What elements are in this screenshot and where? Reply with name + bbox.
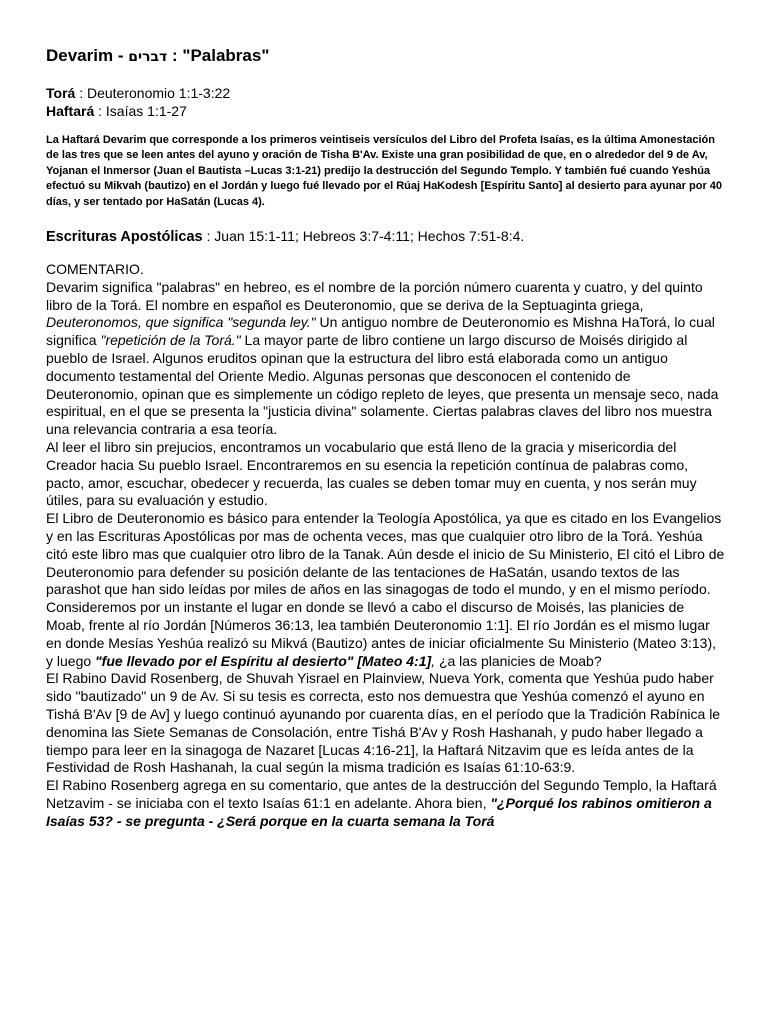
paragraph-2: Al leer el libro sin prejucios, encontramos un vocabulario que está lleno de la gracia y misericordia del Creador hacia Su pueblo Israel. Encontraremos en su esencia la repetición contínua de palabras como, pacto, amor, escuchar, obedecer y recuerda, las cuales se deben tomar muy en cuenta, y nos serán muy útiles, para su evaluación y estudio. [46,439,697,509]
p1-text-a: Devarim significa "palabras" en hebreo, es el nombre de la porción número cuarenta y cuatro, y del quinto libro de la Torá. El nombre en español es Deuteronomio, que se deriva de la Septuaginta griega, [46,278,703,313]
haftara-label: Haftará [46,103,95,119]
p6-quote: "¿Porqué los rabinos omitieron a Isaías 53? - se pregunta - ¿Será porque en la cuarta semana la Torá [46,794,712,829]
p4-text-a: Consideremos por un instante el lugar en donde se llevó a cabo el discurso de Moisés, las planicies de Moab, frente al río Jordán [Números 36:13, lea también Deuteronomio 1:1]. El río Jordán es el mismo lugar en donde Mesías Yeshúa realizó su Mikvá (Bautizo) antes de iniciar oficialmente Su Ministerio (Mateo 3:13), y luego [46,599,717,669]
tora-reading [46,84,726,102]
title-hebrew: דברים [128,49,168,65]
intro-paragraph: La Haftará Devarim que corresponde a los primeros veintiseis versículos del Libro del Profeta Isaías, es la última Amonestación de las tres que se leen antes del ayuno y oración de Tisha B'Av. Existe una gran posibilidad de que, en o alrededor del 9 de Av, Yojanan el Inmersor (Juan el Bautista –Lucas 3:1-21) predijo la destrucción del Segundo Templo. Y también fué cuando Yeshúa efectuó su Mikvah (bautizo) en el Jordán y luego fué llevado por el Rúaj HaKodesh [Espíritu Santo] al desierto para ayunar por 40 días, y ser tentado por HaSatán (Lucas 4). [46,134,723,208]
comentario-heading: COMENTARIO. [46,261,144,278]
p1-text-c: Un antiguo nombre de Deuteronomio es Mishna HaTorá, lo cual significa [46,314,715,349]
paragraph-3: El Libro de Deuteronomio es básico para entender la Teología Apostólica, ya que es citado en los Evangelios y en las Escrituras Apostólicas por mas de ochenta veces, mas que cualquier otro libro de la Torá. Yeshúa citó este libro mas que cualquier otro libro de la Tanak. Aún desde el inicio de Su Ministerio, El citó el Libro de Deuteronomio para defender su posición delante de las tentaciones de HaSatán, usando textos de las parashot que han sido leídas por miles de años en las sinagogas de todo el mundo, y en el mismo período. [46,510,725,598]
p1-italic-d: "repetición de la Torá." [100,332,241,349]
p4-quote: "fue llevado por el Espíritu al desierto" [Mateo 4:1] [95,652,432,669]
haftara-reading [46,102,726,120]
comentario-section [46,261,726,439]
p1-italic-b: Deuteronomos, que significa "segunda ley." [46,314,316,331]
apostolic-label: Escrituras Apostólicas [46,229,203,246]
document-page [46,44,726,831]
paragraph-6 [46,777,726,830]
apostolic-reading [46,227,726,246]
title-right: : "Palabras" [167,46,270,65]
paragraph-4 [46,599,726,670]
paragraph-1 [46,279,726,439]
p4-text-d: ¿a las planicies de Moab? [438,652,602,669]
title-left: Devarim - [46,46,129,65]
haftara-value: : Isaías 1:1-27 [94,103,187,119]
p1-text-e: La mayor parte de libro contiene un largo discurso de Moisés dirigido al pueblo de Israel. Algunos eruditos opinan que la estructura del libro está elaborada como un antiguo documento testamental del Oriente Medio. Algunas personas que desconocen el contenido de Deuteronomio, opinan que es simplemente un código repleto de leyes, que presenta un mensaje seco, nada espiritual, en el que se presenta la "justicia divina" solamente. Ciertas palabras claves del libro nos muestra una relevancia contraria a esa teoría. [46,332,719,438]
tora-value: : Deuteronomio 1:1-3:22 [75,85,231,101]
readings-block [46,84,726,120]
paragraph-5: El Rabino David Rosenberg, de Shuvah Yisrael en Plainview, Nueva York, comenta que Yeshúa pudo haber sido "bautizado" un 9 de Av. Si su tesis es correcta, esto nos demuestra que Yeshúa comenzó el ayuno en Tishá B'Av [9 de Av] y luego continuó ayunando por cuarenta días, en el período que la Tradición Rabínica le denomina las Siete Semanas de Consolación, entre Tishá B'Av y Rosh Hashanah, y pudo haber llegado a tiempo para leer en la sinagoga de Nazaret [Lucas 4:16-21], la Haftará Nitzavim que es leída antes de la Festividad de Rosh Hashanah, la cual según la misma tradición es Isaías 61:10-63:9. [46,670,721,776]
document-title [46,44,726,68]
p4-comma: , [431,652,439,669]
p6-text-a: El Rabino Rosenberg agrega en su comentario, que antes de la destrucción del Segundo Templo, la Haftará Netzavim - se iniciaba con el texto Isaías 61:1 en adelante. Ahora bien, [46,777,717,811]
apostolic-value: : Juan 15:1-11; Hebreos 3:7-4:11; Hechos 7:51-8:4. [202,228,525,245]
tora-label: Torá [46,85,76,101]
